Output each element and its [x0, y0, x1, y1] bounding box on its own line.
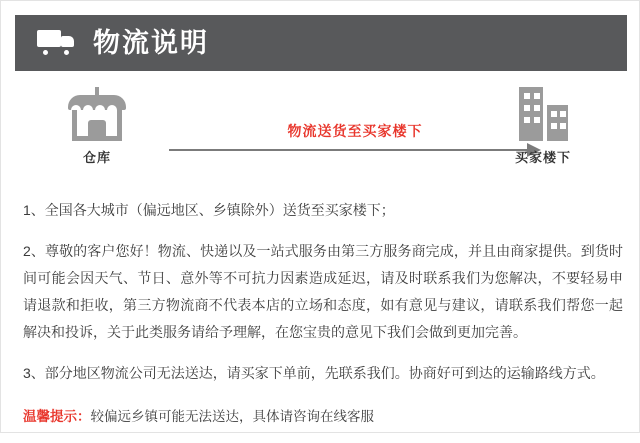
arrow-label: 物流送货至买家楼下 — [287, 123, 423, 139]
paragraph-3: 3、部分地区物流公司无法送达，请买家下单前，先联系我们。协商好可到达的运输路线方式。 — [23, 365, 605, 381]
warehouse-label: 仓库 — [82, 150, 111, 165]
buyer-building-node — [483, 87, 603, 166]
warm-tip-label: 温馨提示： — [23, 409, 91, 424]
header-bar — [15, 15, 627, 71]
warehouse-node — [37, 87, 157, 166]
paragraph-1: 1、全国各大城市（偏远地区、乡镇除外）送货至买家楼下； — [23, 202, 395, 218]
warm-tip-text: 较偏远乡镇可能无法送达，具体请咨询在线客服 — [90, 409, 374, 424]
buyer-building-label: 买家楼下 — [514, 150, 571, 165]
warm-tip — [23, 405, 623, 429]
paragraph-2: 2、尊敬的客户您好！物流、快递以及一站式服务由第三方服务商完成，并且由商家提供。到货时间可能会因天气、节日、意外等不可抗力因素造成延迟，请及时联系我们为您解决，不要轻易申请退款和拒收，第三方物流商不代表本店的立场和态度，如有意见与建议，请联系我们帮您一起解决和投诉，关于此类服务请给予理解，在您宝贵的意见下我们会做到更加完善。 — [23, 243, 623, 340]
truck-icon — [37, 28, 77, 58]
arrow-line — [169, 149, 531, 151]
delivery-flow-diagram — [15, 85, 627, 177]
buildings-icon — [513, 87, 573, 141]
warehouse-icon — [68, 87, 126, 141]
page-title: 物流说明 — [93, 27, 209, 58]
content-body — [23, 183, 623, 443]
